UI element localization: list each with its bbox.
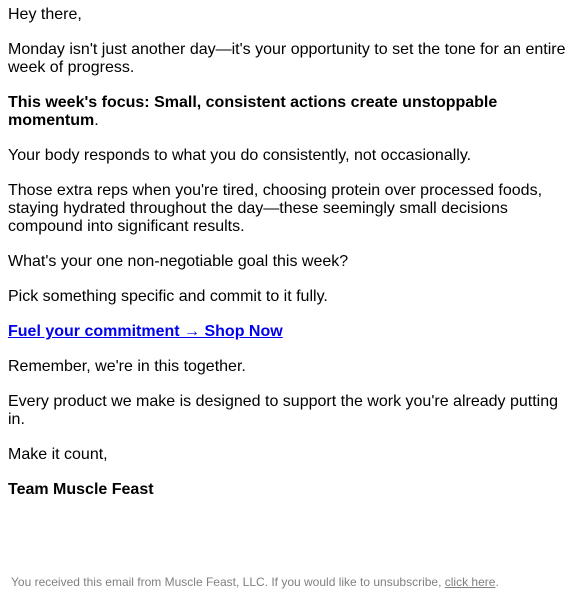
signature-name: Team Muscle Feast [8, 481, 154, 498]
goal-question: What's your one non-negotiable goal this week? [8, 253, 349, 270]
intro-paragraph: Monday isn't just another day—it's your opportunity to set the tone for an entire week of progress. [8, 41, 566, 76]
focus-statement: This week's focus: Small, consistent actions create unstoppable momentum [8, 94, 498, 129]
examples-paragraph: Those extra reps when you're tired, choosing protein over processed foods, staying hydrated throughout the day—these seemingly small decisions compound into significant results. [8, 182, 543, 235]
email-footer [11, 575, 571, 589]
together-paragraph: Remember, we're in this together. [8, 358, 246, 375]
footer-text: You received this email from Muscle Feast, LLC. If you would like to unsubscribe, [11, 575, 445, 589]
signoff: Make it count, [8, 446, 108, 463]
consistency-paragraph: Your body responds to what you do consistently, not occasionally. [8, 147, 472, 164]
greeting: Hey there, [8, 6, 82, 23]
email-body [8, 6, 574, 516]
product-support-paragraph: Every product we make is designed to support the work you're already putting in. [8, 393, 559, 428]
focus-period: . [94, 112, 99, 129]
footer-period: . [495, 575, 499, 589]
focus-paragraph [8, 94, 574, 130]
cta-paragraph [8, 323, 574, 341]
commit-paragraph: Pick something specific and commit to it fully. [8, 288, 328, 305]
unsubscribe-link[interactable]: click here [444, 575, 496, 589]
shop-now-link[interactable]: Fuel your commitment → Shop Now [8, 323, 283, 340]
signature [8, 481, 574, 499]
